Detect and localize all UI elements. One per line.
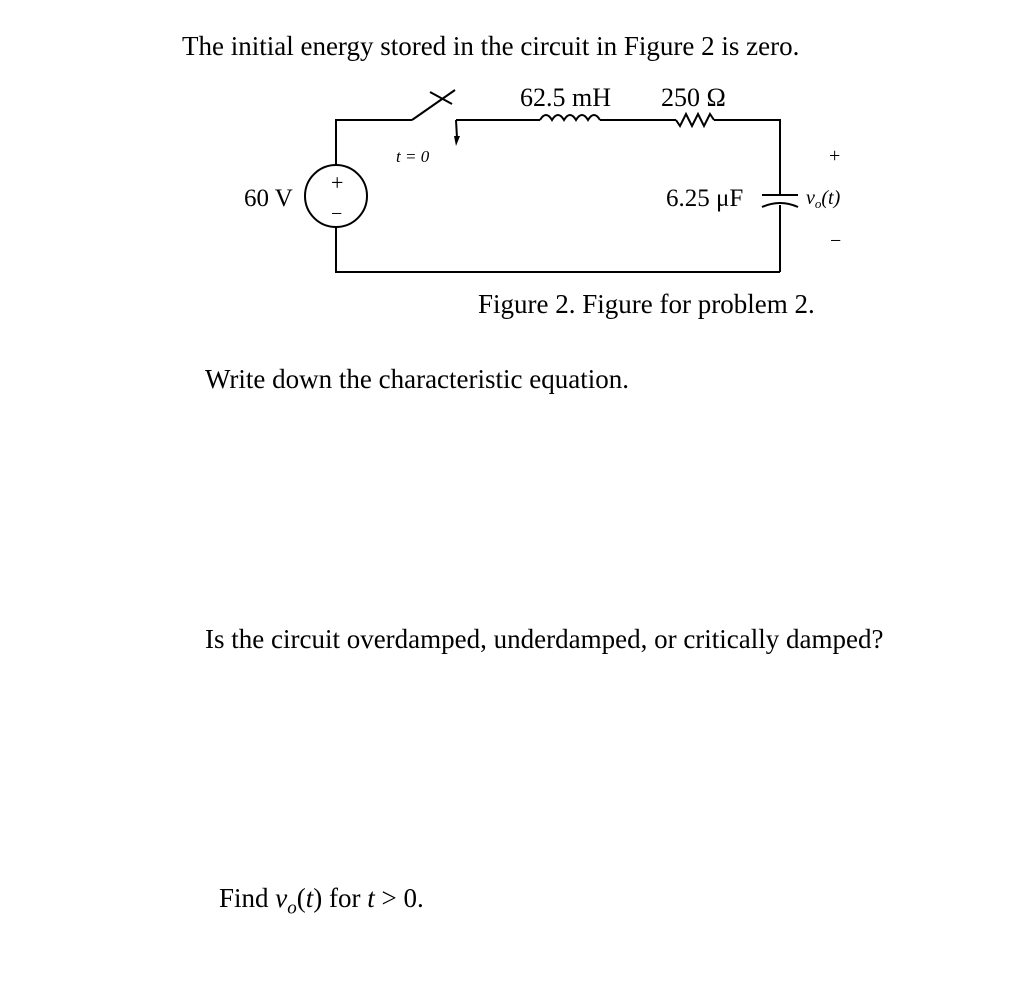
wire-to-cap — [714, 120, 780, 195]
figure-caption: Figure 2. Figure for problem 2. — [478, 289, 815, 319]
capacitor-label: 6.25 μF — [666, 185, 744, 212]
switch-label: t = 0 — [396, 147, 430, 166]
vo-plus: + — [829, 145, 841, 167]
source-label: 60 V — [244, 185, 293, 212]
switch — [412, 90, 460, 146]
capacitor — [762, 195, 798, 272]
problem-intro: The initial energy stored in the circuit in Figure 2 is zero. — [182, 31, 800, 61]
question-3: Find $v_o(t)$ for t > 0. — [219, 883, 424, 919]
inductor-label: 62.5 mH — [520, 83, 611, 112]
source-minus: − — [331, 203, 343, 225]
question-1: Write down the characteristic equation. — [205, 364, 629, 394]
source-plus: + — [331, 170, 344, 195]
resistor-label: 250 Ω — [661, 83, 726, 112]
question-2: Is the circuit overdamped, underdamped, or critically damped? — [205, 624, 884, 654]
resistor — [676, 114, 714, 126]
inductor — [540, 115, 600, 120]
vo-minus: − — [830, 230, 842, 252]
vo-label: $v_o(t)$ — [806, 187, 841, 211]
bottom-wire — [336, 227, 780, 272]
